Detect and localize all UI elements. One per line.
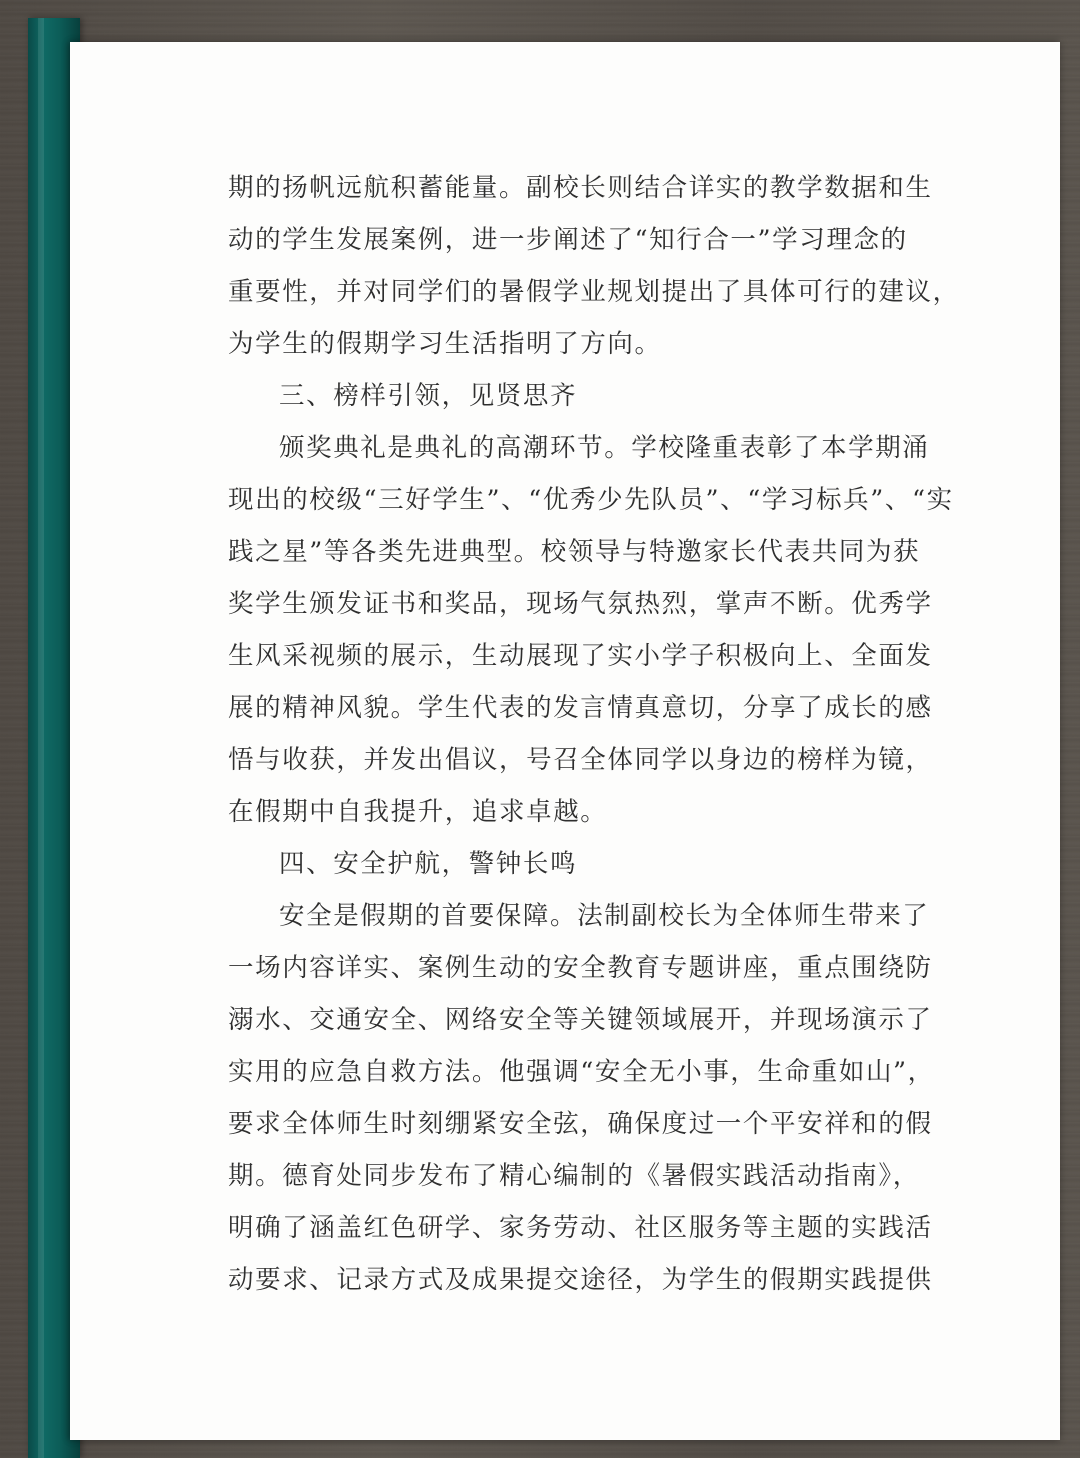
text-line: 展的精神风貌。学生代表的发言情真意切，分享了成长的感 <box>228 693 933 723</box>
text-line: 一场内容详实、案例生动的安全教育专题讲座，重点围绕防 <box>228 953 933 983</box>
text-line: 重要性，并对同学们的暑假学业规划提出了具体可行的建议， <box>228 277 960 307</box>
text-line: 溺水、交通安全、网络安全等关键领域展开，并现场演示了 <box>228 1005 933 1035</box>
text-line: 明确了涵盖红色研学、家务劳动、社区服务等主题的实践活 <box>228 1213 933 1243</box>
text-line: 奖学生颁发证书和奖品，现场气氛热烈，掌声不断。优秀学 <box>228 589 933 619</box>
text-line: 生风采视频的展示，生动展现了实小学子积极向上、全面发 <box>228 641 933 671</box>
section-heading: 三、榜样引领，见贤思齐 <box>279 381 578 411</box>
text-line: 动要求、记录方式及成果提交途径，为学生的假期实践提供 <box>228 1265 933 1295</box>
text-line: 颁奖典礼是典礼的高潮环节。学校隆重表彰了本学期涌 <box>279 433 930 463</box>
text-line: 安全是假期的首要保障。法制副校长为全体师生带来了 <box>279 901 930 931</box>
text-line: 悟与收获，并发出倡议，号召全体同学以身边的榜样为镜， <box>228 745 933 775</box>
section-heading: 四、安全护航，警钟长鸣 <box>279 849 578 879</box>
text-line: 要求全体师生时刻绷紧安全弦，确保度过一个平安祥和的假 <box>228 1109 933 1139</box>
text-line: 实用的应急自救方法。他强调“安全无小事，生命重如山”， <box>228 1057 935 1087</box>
text-line: 在假期中自我提升，追求卓越。 <box>228 797 608 827</box>
text-line: 期的扬帆远航积蓄能量。副校长则结合详实的教学数据和生 <box>228 173 933 203</box>
document-page <box>70 42 1060 1440</box>
text-line: 现出的校级“三好学生”、“优秀少先队员”、“学习标兵”、“实 <box>228 485 954 515</box>
text-line: 为学生的假期学习生活指明了方向。 <box>228 329 662 359</box>
text-line: 期。德育处同步发布了精心编制的《暑假实践活动指南》， <box>228 1161 920 1191</box>
text-line: 践之星”等各类先进典型。校领导与特邀家长代表共同为获 <box>228 537 921 567</box>
text-line: 动的学生发展案例，进一步阐述了“知行合一”学习理念的 <box>228 225 908 255</box>
